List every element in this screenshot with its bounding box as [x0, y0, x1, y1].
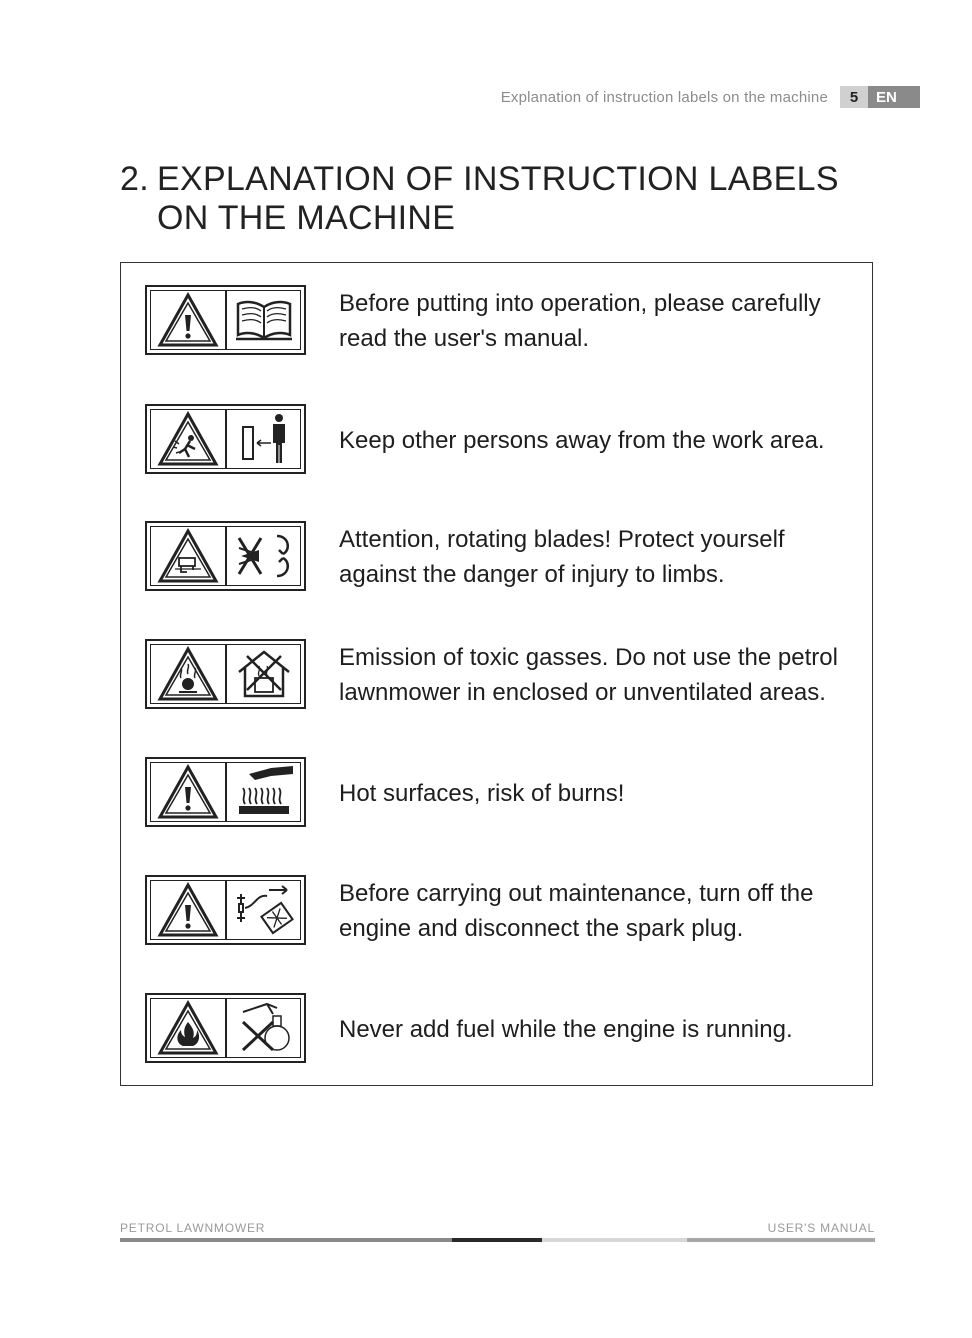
- warning-thrown-objects-icon: [157, 411, 219, 467]
- footer-bar-segment: [542, 1238, 687, 1242]
- warning-label: [145, 875, 306, 945]
- warning-label: [145, 757, 306, 827]
- chapter-title-line2: ON THE MACHINE: [157, 199, 456, 237]
- section-title: Explanation of instruction labels on the machine: [500, 88, 828, 106]
- language-badge: EN: [868, 86, 920, 108]
- warning-toxic-gas-icon: [157, 646, 219, 702]
- label-row: [121, 757, 872, 829]
- warning-triangle-icon: [157, 882, 219, 938]
- label-row: [121, 639, 872, 711]
- warning-label: [145, 521, 306, 591]
- label-row: [121, 993, 872, 1065]
- label-description: Attention, rotating blades! Protect yourself against the danger of injury to limbs.: [339, 526, 785, 588]
- warning-label: [145, 285, 306, 355]
- footer-bar-segment: [452, 1238, 542, 1242]
- rotating-blade-icon: [233, 528, 295, 584]
- no-indoor-use-icon: [233, 646, 295, 702]
- label-row: [121, 404, 872, 476]
- footer-bar-segment: [120, 1238, 452, 1242]
- warning-triangle-icon: [157, 764, 219, 820]
- warning-label: [145, 639, 306, 709]
- label-description: Before carrying out maintenance, turn off the engine and disconnect the spark plug.: [339, 880, 814, 942]
- keep-distance-icon: [233, 411, 295, 467]
- label-description: Emission of toxic gasses. Do not use the petrol lawnmower in enclosed or unventilated areas.: [339, 644, 838, 706]
- labels-table: [120, 262, 873, 1086]
- read-manual-icon: [233, 295, 295, 345]
- chapter-number: 2.: [120, 160, 149, 198]
- no-refuel-running-icon: [233, 1000, 295, 1056]
- warning-triangle-icon: [157, 292, 219, 348]
- page-number: 5: [840, 86, 868, 108]
- label-description: Hot surfaces, risk of burns!: [339, 779, 625, 807]
- footer-bar-segment: [687, 1238, 875, 1242]
- warning-label: [145, 404, 306, 474]
- label-row: [121, 521, 872, 593]
- warning-label: [145, 993, 306, 1063]
- warning-blade-icon: [157, 528, 219, 584]
- label-row: [121, 875, 872, 947]
- footer-product-name: PETROL LAWNMOWER: [120, 1221, 266, 1235]
- chapter-title-line1: EXPLANATION OF INSTRUCTION LABELS: [157, 160, 839, 198]
- page-header: [501, 86, 920, 108]
- label-row: [121, 285, 872, 357]
- warning-flammable-icon: [157, 1000, 219, 1056]
- footer-document-type: USER'S MANUAL: [767, 1221, 875, 1235]
- label-description: Before putting into operation, please carefully read the user's manual.: [339, 290, 821, 352]
- label-description: Keep other persons away from the work area.: [339, 426, 825, 454]
- chapter-title: [120, 160, 880, 238]
- disconnect-spark-plug-icon: [231, 882, 297, 938]
- hot-surface-icon: [231, 764, 297, 820]
- label-description: Never add fuel while the engine is running.: [339, 1015, 793, 1043]
